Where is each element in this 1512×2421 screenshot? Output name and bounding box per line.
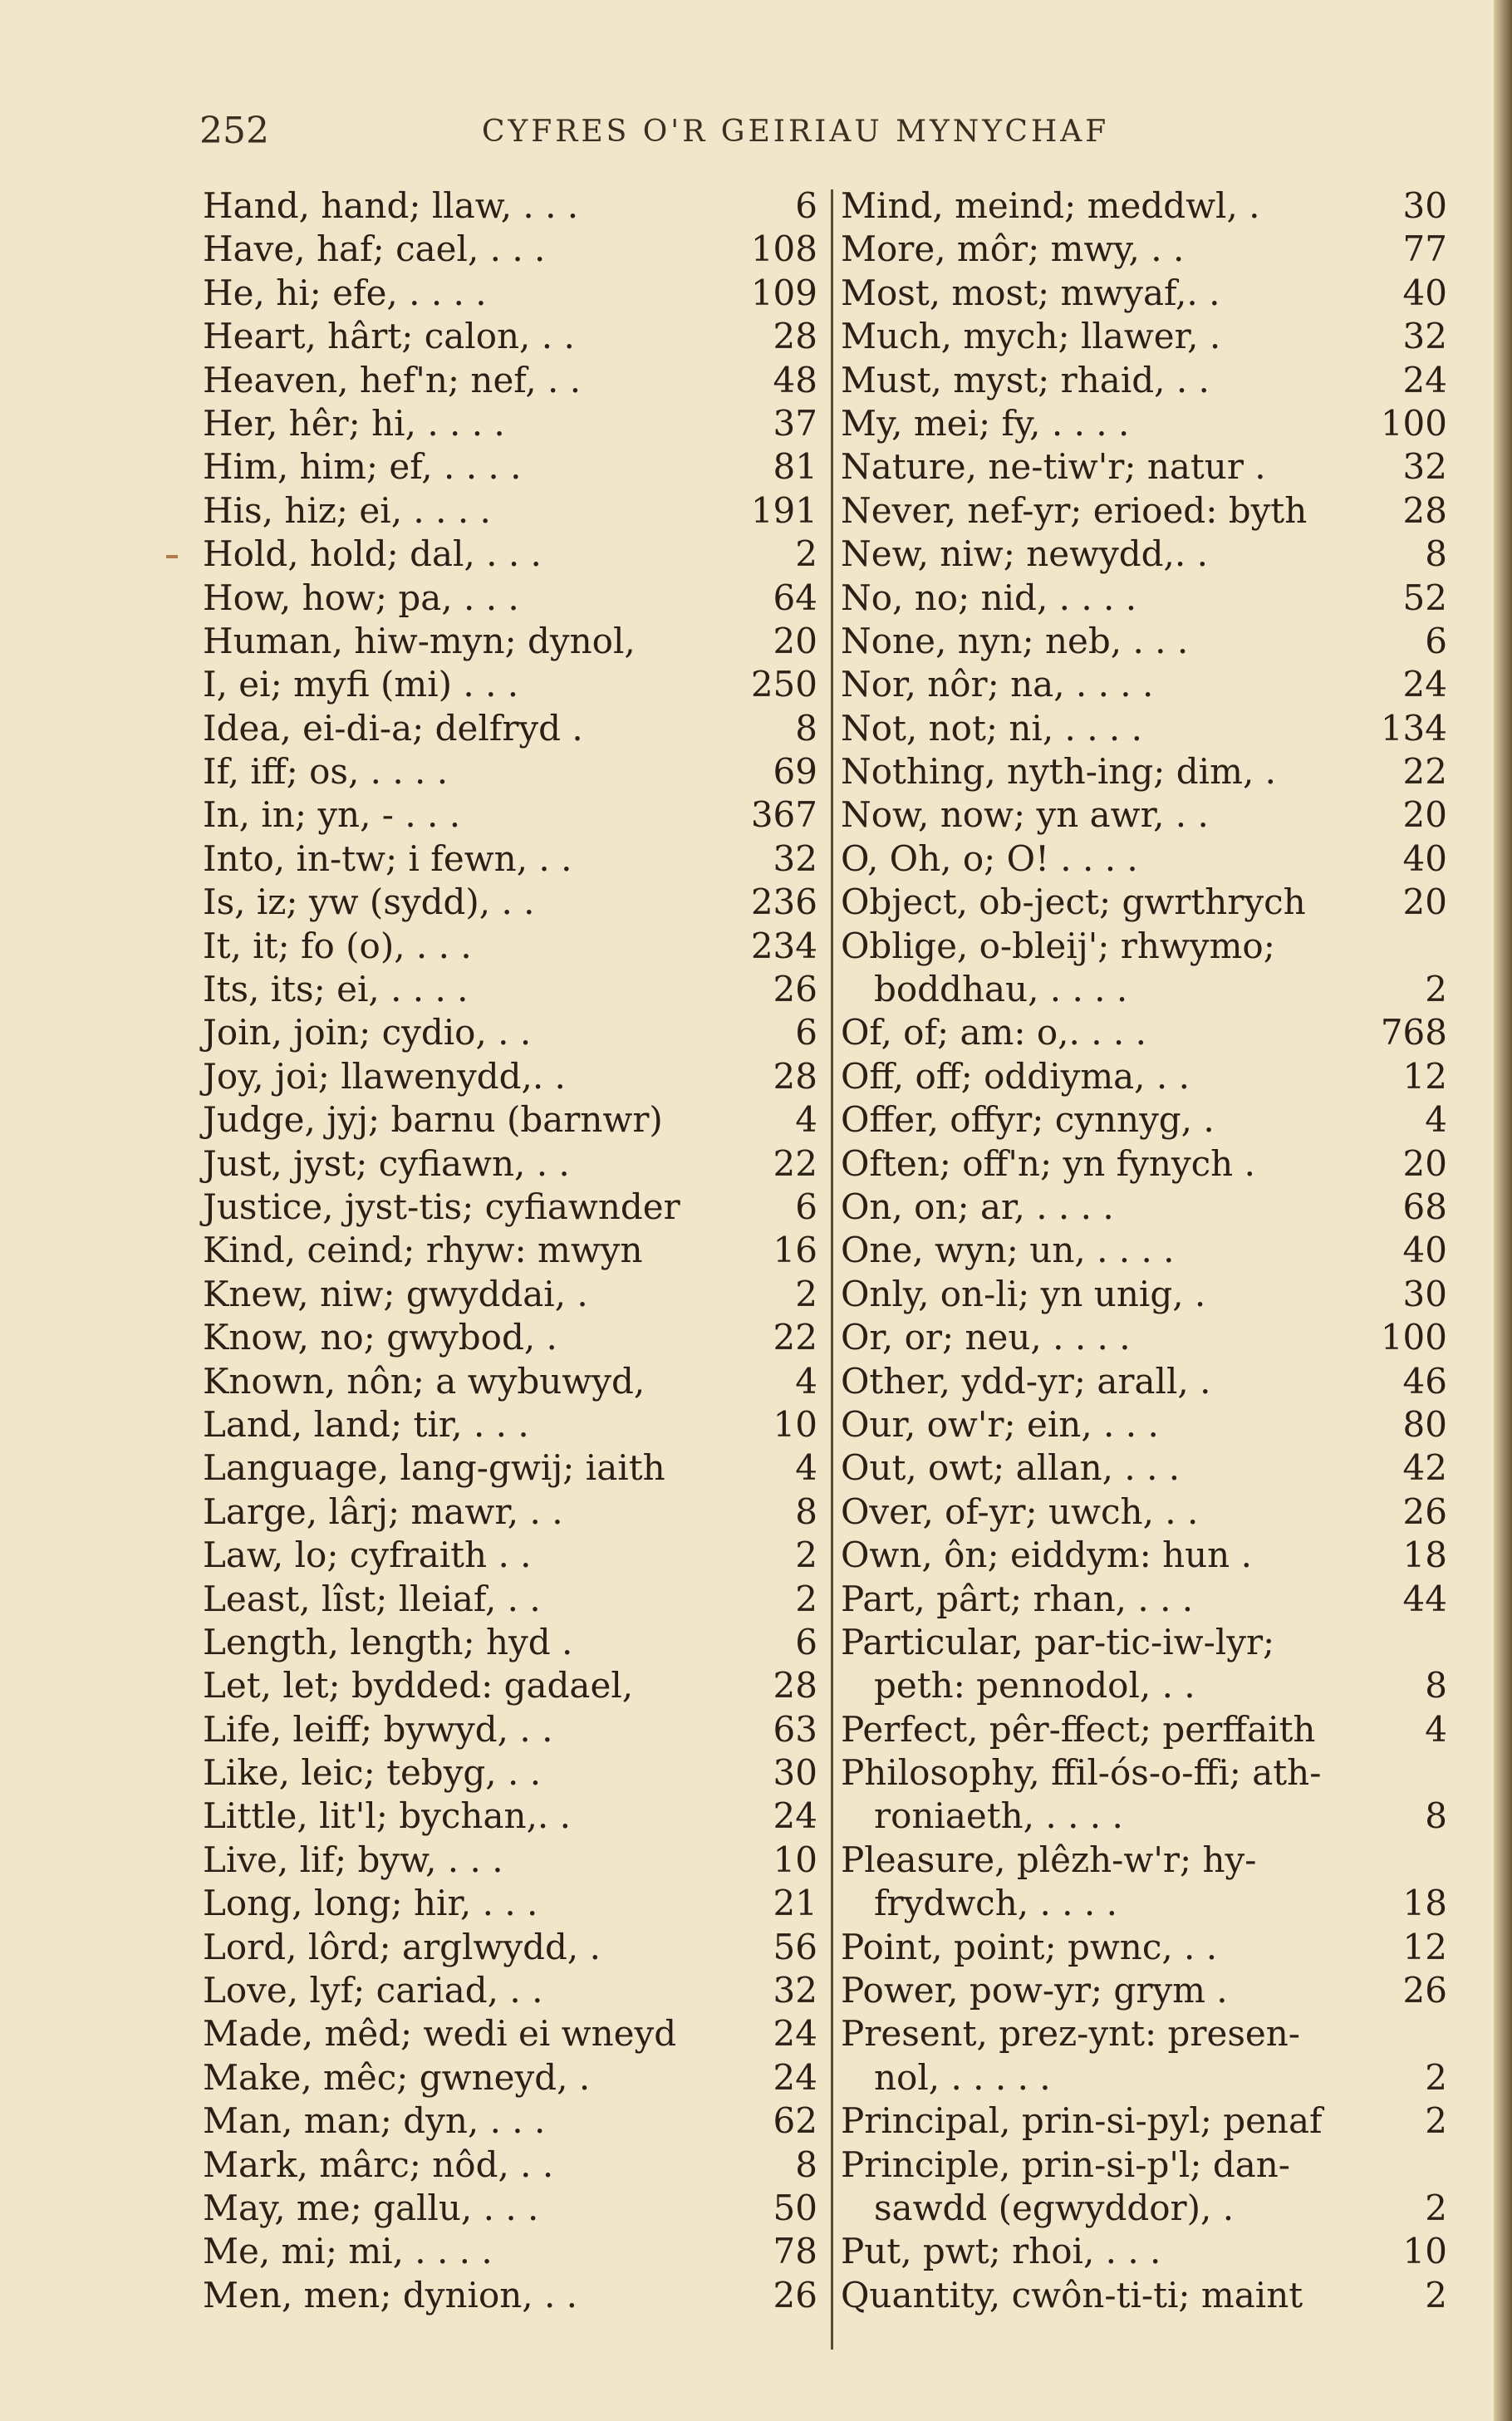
word-entry: [841, 1926, 1456, 1969]
word-entry-text: If, iff; os, . . . .: [203, 751, 449, 793]
word-entry-text: Perfect, pêr-ffect; perffaith: [841, 1708, 1316, 1750]
word-entry-text: Mind, meind; meddwl, .: [841, 185, 1260, 226]
word-entry-frequency: 109: [750, 272, 817, 313]
word-entry-frequency: 22: [1402, 751, 1447, 793]
word-entry-frequency: 24: [773, 1795, 817, 1837]
word-entry-text: frydwch, . . . .: [874, 1883, 1117, 1924]
word-entry: [203, 968, 817, 1011]
word-entry-text: Of, of; am: o,. . . .: [841, 1012, 1146, 1053]
word-entry: [203, 577, 817, 620]
word-entry: [203, 272, 817, 315]
word-entry-text: Like, leic; tebyg, . .: [203, 1752, 542, 1794]
word-entry-frequency: 20: [1402, 881, 1447, 923]
word-entry-text: Point, point; pwnc, . .: [841, 1926, 1218, 1967]
word-entry-text: Nature, ne-tiw'r; natur .: [841, 446, 1266, 488]
word-entry-frequency: 63: [773, 1708, 817, 1750]
word-entry: [203, 2230, 817, 2273]
word-entry-frequency: 32: [1402, 446, 1447, 488]
word-entry: [203, 881, 817, 924]
word-entry-frequency: 2: [1425, 969, 1447, 1010]
word-entry: [841, 315, 1456, 358]
word-entry-text: I, ei; myfi (mi) . . .: [203, 664, 519, 705]
word-entry: [841, 533, 1456, 576]
word-entry-text: His, hiz; ei, . . . .: [203, 489, 491, 531]
word-entry-frequency: 81: [773, 446, 817, 488]
word-entry: [841, 1839, 1456, 1882]
word-entry-frequency: 77: [1402, 228, 1447, 270]
word-entry: [203, 1011, 817, 1054]
word-entry-text: Made, mêd; wedi ei wneyd: [203, 2013, 677, 2055]
word-entry-frequency: 16: [773, 1230, 817, 1271]
word-entry: [841, 445, 1456, 489]
word-entry-text: Joy, joi; llawenydd,. .: [203, 1055, 566, 1097]
word-entry-text: None, nyn; neb, . . .: [841, 620, 1189, 661]
word-entry: [203, 707, 817, 750]
word-entry-text: Put, pwt; rhoi, . . .: [841, 2231, 1161, 2272]
word-entry: [841, 925, 1456, 968]
word-entry-text: Men, men; dynion, . .: [203, 2274, 578, 2315]
word-entry-frequency: 69: [773, 751, 817, 793]
word-entry-frequency: 32: [773, 837, 817, 879]
word-entry-frequency: 367: [750, 794, 817, 836]
left-column: [203, 184, 817, 2317]
word-entry: [841, 1578, 1456, 1621]
word-entry-frequency: 768: [1380, 1012, 1447, 1053]
word-entry-frequency: 30: [1402, 1273, 1447, 1314]
word-entry: [841, 577, 1456, 620]
word-entry-frequency: 68: [1402, 1186, 1447, 1227]
word-entry-text: Just, jyst; cyfiawn, . .: [203, 1142, 570, 1184]
word-entry-frequency: 24: [1402, 664, 1447, 705]
word-entry: [841, 1621, 1456, 1664]
word-entry-frequency: 62: [773, 2100, 817, 2142]
word-entry-frequency: 4: [1425, 1708, 1447, 1750]
word-entry-frequency: 40: [1402, 1230, 1447, 1271]
page-number: 252: [199, 110, 269, 152]
word-entry: [203, 620, 817, 663]
word-entry-text: Hold, hold; dal, . . .: [203, 533, 542, 575]
word-entry: [203, 533, 817, 576]
word-entry-frequency: 6: [795, 185, 817, 226]
word-entry: [203, 2187, 817, 2230]
word-entry-frequency: 10: [773, 1403, 817, 1445]
word-entry: [841, 707, 1456, 750]
word-entry: [841, 968, 1456, 1011]
word-entry: [203, 837, 817, 881]
word-entry-frequency: 24: [773, 2056, 817, 2098]
word-entry-frequency: 10: [773, 1839, 817, 1880]
word-entry-text: Our, ow'r; ein, . . .: [841, 1403, 1159, 1445]
word-entry: [203, 1229, 817, 1272]
word-entry-text: Least, lîst; lleiaf, . .: [203, 1578, 541, 1619]
word-entry-text: Known, nôn; a wybuwyd,: [203, 1360, 646, 1402]
word-entry-text: Pleasure, plêzh-w'r; hy-: [841, 1839, 1257, 1880]
word-entry: [841, 1490, 1456, 1534]
word-entry: [203, 1316, 817, 1359]
word-entry: [841, 620, 1456, 663]
word-entry: [841, 2274, 1456, 2317]
word-entry-text: Live, lif; byw, . . .: [203, 1839, 503, 1880]
word-entry: [203, 2012, 817, 2055]
word-entry-frequency: 21: [773, 1883, 817, 1924]
word-entry-frequency: 2: [1425, 2100, 1447, 2142]
word-entry: [841, 1186, 1456, 1229]
word-entry-frequency: 26: [773, 969, 817, 1010]
word-entry-text: Not, not; ni, . . . .: [841, 707, 1142, 749]
word-entry-text: Love, lyf; cariad, . .: [203, 1970, 543, 2011]
word-entry-frequency: 8: [1425, 1795, 1447, 1837]
word-entry-text: O, Oh, o; O! . . . .: [841, 837, 1138, 879]
word-entry-text: peth: pennodol, . .: [874, 1665, 1195, 1706]
word-entry-frequency: 78: [773, 2231, 817, 2272]
word-entry-text: May, me; gallu, . . .: [203, 2187, 539, 2228]
word-entry-frequency: 4: [1425, 1099, 1447, 1141]
word-entry-text: Principle, prin-si-p'l; dan-: [841, 2144, 1290, 2185]
word-entry: [841, 1403, 1456, 1446]
word-entry-text: Into, in-tw; i fewn, . .: [203, 837, 572, 879]
word-entry-text: Present, prez-ynt: presen-: [841, 2013, 1300, 2055]
word-entry-frequency: 8: [1425, 1665, 1447, 1706]
word-entry: [841, 1055, 1456, 1098]
word-entry: [203, 315, 817, 358]
word-entry-text: Justice, jyst-tis; cyfiawnder: [203, 1186, 680, 1227]
word-entry-frequency: 56: [773, 1926, 817, 1967]
word-entry: [203, 1055, 817, 1098]
word-entry-text: Quantity, cwôn-ti-ti; maint: [841, 2274, 1303, 2315]
word-entry-text: Part, pârt; rhan, . . .: [841, 1578, 1194, 1619]
word-entry-frequency: 44: [1402, 1578, 1447, 1619]
word-entry-text: Make, mêc; gwneyd, .: [203, 2056, 591, 2098]
word-entry: [203, 1708, 817, 1751]
word-entry: [203, 663, 817, 706]
word-entry-text: Own, ôn; eiddym: hun .: [841, 1535, 1252, 1576]
word-entry-text: Language, lang-gwij; iaith: [203, 1447, 665, 1489]
word-entry-frequency: 42: [1402, 1447, 1447, 1489]
word-entry-frequency: 6: [795, 1621, 817, 1662]
word-entry-frequency: 40: [1402, 272, 1447, 313]
right-column: [841, 184, 1456, 2317]
word-entry: [203, 1751, 817, 1795]
word-entry: [203, 2144, 817, 2187]
word-entry: [203, 228, 817, 271]
word-entry-text: boddhau, . . . .: [874, 969, 1128, 1010]
word-entry-text: Only, on-li; yn unig, .: [841, 1273, 1206, 1314]
word-entry-frequency: 6: [1425, 620, 1447, 661]
word-entry: [203, 1578, 817, 1621]
word-entry-frequency: 2: [795, 1273, 817, 1314]
word-entry-frequency: 234: [750, 925, 817, 966]
word-entry: [203, 1534, 817, 1577]
word-entry: [841, 2230, 1456, 2273]
word-entry-text: Oblige, o-bleij'; rhwymo;: [841, 925, 1275, 966]
word-entry-frequency: 46: [1402, 1360, 1447, 1402]
word-entry-frequency: 2: [1425, 2056, 1447, 2098]
word-entry-text: Now, now; yn awr, . .: [841, 794, 1209, 836]
word-entry-frequency: 32: [1402, 316, 1447, 357]
word-entry-text: Never, nef-yr; erioed: byth: [841, 489, 1308, 531]
word-entry-text: Length, length; hyd .: [203, 1621, 573, 1662]
word-entry: [203, 750, 817, 793]
word-entry-frequency: 250: [750, 664, 817, 705]
word-entry-text: Philosophy, ffil-ós-o-ffi; ath-: [841, 1752, 1322, 1794]
word-entry-frequency: 236: [750, 881, 817, 923]
word-entry-text: Long, long; hir, . . .: [203, 1883, 538, 1924]
word-entry-frequency: 8: [1425, 533, 1447, 575]
word-entry-text: My, mei; fy, . . . .: [841, 402, 1130, 444]
word-entry-frequency: 2: [795, 1578, 817, 1619]
word-entry-text: Large, lârj; mawr, . .: [203, 1490, 563, 1532]
word-entry: [203, 184, 817, 228]
word-entry: [841, 2187, 1456, 2230]
word-entry-frequency: 20: [1402, 794, 1447, 836]
word-entry-text: Law, lo; cyfraith . .: [203, 1535, 532, 1576]
column-divider: [831, 189, 833, 2350]
word-entry-text: Lord, lôrd; arglwydd, .: [203, 1926, 601, 1967]
word-entry-text: Often; off'n; yn fynych .: [841, 1142, 1255, 1184]
word-entry-frequency: 50: [773, 2187, 817, 2228]
word-entry-frequency: 10: [1402, 2231, 1447, 2272]
word-entry-frequency: 6: [795, 1186, 817, 1227]
word-entry: [841, 228, 1456, 271]
word-entry-text: Me, mi; mi, . . . .: [203, 2231, 493, 2272]
word-entry-frequency: 20: [1402, 1142, 1447, 1184]
word-entry-text: Land, land; tir, . . .: [203, 1403, 529, 1445]
word-entry-text: No, no; nid, . . . .: [841, 577, 1137, 618]
word-entry: [841, 1273, 1456, 1316]
word-entry-frequency: 22: [773, 1142, 817, 1184]
word-entry: [841, 1751, 1456, 1795]
word-entry: [203, 793, 817, 837]
word-entry: [203, 1360, 817, 1403]
word-entry-frequency: 28: [773, 1055, 817, 1097]
word-entry-frequency: 100: [1380, 402, 1447, 444]
word-entry-frequency: 37: [773, 402, 817, 444]
word-entry: [203, 1664, 817, 1707]
word-entry-text: Out, owt; allan, . . .: [841, 1447, 1181, 1489]
word-entry-text: Power, pow-yr; grym .: [841, 1970, 1228, 2011]
word-entry-text: Its, its; ei, . . . .: [203, 969, 469, 1010]
word-entry-text: Hand, hand; llaw, . . .: [203, 185, 579, 226]
word-entry-text: Little, lit'l; bychan,. .: [203, 1795, 571, 1837]
word-entry: [841, 2056, 1456, 2099]
word-entry-frequency: 26: [1402, 1970, 1447, 2011]
word-entry-frequency: 2: [1425, 2274, 1447, 2315]
word-entry-frequency: 108: [750, 228, 817, 270]
word-entry: [841, 750, 1456, 793]
word-entry-frequency: 80: [1402, 1403, 1447, 1445]
word-entry: [841, 881, 1456, 924]
word-entry-text: Is, iz; yw (sydd), . .: [203, 881, 535, 923]
word-entry: [841, 272, 1456, 315]
word-entry: [203, 445, 817, 489]
word-entry-text: Other, ydd-yr; arall, .: [841, 1360, 1211, 1402]
word-entry-frequency: 100: [1380, 1317, 1447, 1358]
word-entry-text: He, hi; efe, . . . .: [203, 272, 487, 313]
word-entry: [203, 1273, 817, 1316]
word-entry: [203, 1621, 817, 1664]
word-entry-text: Him, him; ef, . . . .: [203, 446, 522, 488]
word-entry-frequency: 20: [773, 620, 817, 661]
word-entry-text: Principal, prin-si-pyl; penaf: [841, 2100, 1323, 2142]
word-entry-text: Nor, nôr; na, . . . .: [841, 664, 1154, 705]
word-entry-frequency: 28: [773, 316, 817, 357]
word-entry: [203, 925, 817, 968]
word-entry-frequency: 30: [1402, 185, 1447, 226]
word-entry-text: Life, leiff; bywyd, . .: [203, 1708, 553, 1750]
word-entry: [203, 2274, 817, 2317]
word-entry-text: In, in; yn, - . . .: [203, 794, 461, 836]
word-entry-frequency: 2: [1425, 2187, 1447, 2228]
word-entry-text: roniaeth, . . . .: [874, 1795, 1123, 1837]
word-entry-text: On, on; ar, . . . .: [841, 1186, 1114, 1227]
word-entry: [841, 2144, 1456, 2187]
word-entry-text: Know, no; gwybod, .: [203, 1317, 557, 1358]
word-entry: [203, 1186, 817, 1229]
word-entry: [203, 1926, 817, 1969]
word-entry-text: Human, hiw-myn; dynol,: [203, 620, 636, 661]
word-entry-frequency: 28: [773, 1665, 817, 1706]
word-entry-frequency: 22: [773, 1317, 817, 1358]
word-entry-text: Idea, ei-di-a; delfryd .: [203, 707, 583, 749]
word-entry-frequency: 26: [1402, 1490, 1447, 1532]
word-entry-text: One, wyn; un, . . . .: [841, 1230, 1175, 1271]
word-entry-frequency: 64: [773, 577, 817, 618]
word-entry-text: Judge, jyj; barnu (barnwr): [203, 1099, 663, 1141]
word-entry-frequency: 48: [773, 359, 817, 400]
word-entry-text: More, môr; mwy, . .: [841, 228, 1185, 270]
word-entry-text: Her, hêr; hi, . . . .: [203, 402, 505, 444]
word-entry: [203, 2099, 817, 2143]
word-entry-frequency: 4: [795, 1447, 817, 1489]
word-entry-frequency: 24: [773, 2013, 817, 2055]
word-entry: [841, 1969, 1456, 2012]
word-entry-text: Join, join; cydio, . .: [203, 1012, 532, 1053]
word-entry-text: Particular, par-tic-iw-lyr;: [841, 1621, 1275, 1662]
word-entry: [841, 1534, 1456, 1577]
word-entry: [841, 402, 1456, 445]
word-entry-text: Over, of-yr; uwch, . .: [841, 1490, 1199, 1532]
word-entry: [841, 1011, 1456, 1054]
word-entry-frequency: 8: [795, 707, 817, 749]
word-entry-text: Or, or; neu, . . . .: [841, 1317, 1131, 1358]
word-entry-text: Kind, ceind; rhyw: mwyn: [203, 1230, 643, 1271]
word-entry-frequency: 191: [750, 489, 817, 531]
word-entry: [841, 1446, 1456, 1490]
word-entry-text: Heaven, hef'n; nef, . .: [203, 359, 582, 400]
margin-mark: [166, 555, 178, 558]
word-entry: [203, 1403, 817, 1446]
word-entry-text: How, how; pa, . . .: [203, 577, 519, 618]
word-entry: [841, 1708, 1456, 1751]
word-entry: [203, 2056, 817, 2099]
word-entry-text: Most, most; mwyaf,. .: [841, 272, 1220, 313]
word-entry: [841, 1142, 1456, 1186]
word-entry-frequency: 4: [795, 1099, 817, 1141]
word-entry-text: sawdd (egwyddor), .: [874, 2187, 1235, 2228]
word-entry-frequency: 134: [1380, 707, 1447, 749]
word-entry: [841, 184, 1456, 228]
word-entry: [203, 402, 817, 445]
word-entry: [203, 1098, 817, 1142]
word-entry-text: Offer, offyr; cynnyg, .: [841, 1099, 1215, 1141]
word-entry: [203, 1839, 817, 1882]
word-entry: [203, 1142, 817, 1186]
word-entry-text: Object, ob-ject; gwrthrych: [841, 881, 1306, 923]
page-edge: [1494, 0, 1512, 2421]
word-entry-frequency: 2: [795, 533, 817, 575]
word-entry-text: nol, . . . . .: [874, 2056, 1051, 2098]
word-entry: [203, 1969, 817, 2012]
word-entry: [841, 2099, 1456, 2143]
word-entry-text: Much, mych; llawer, .: [841, 316, 1221, 357]
word-entry-frequency: 26: [773, 2274, 817, 2315]
word-entry-text: Have, haf; cael, . . .: [203, 228, 546, 270]
word-entry: [203, 489, 817, 533]
word-entry-frequency: 12: [1402, 1055, 1447, 1097]
word-entry: [841, 2012, 1456, 2055]
word-entry: [841, 1360, 1456, 1403]
word-entry-frequency: 6: [795, 1012, 817, 1053]
word-entry-text: Heart, hârt; calon, . .: [203, 316, 575, 357]
word-entry-frequency: 32: [773, 1970, 817, 2011]
word-entry-frequency: 2: [795, 1535, 817, 1576]
word-entry: [841, 793, 1456, 837]
running-title: CYFRES O'R GEIRIAU MYNYCHAF: [482, 115, 1110, 149]
word-entry: [203, 1490, 817, 1534]
word-entry-frequency: 30: [773, 1752, 817, 1794]
word-entry: [203, 359, 817, 402]
word-entry-frequency: 8: [795, 1490, 817, 1532]
word-entry: [841, 359, 1456, 402]
word-entry: [203, 1795, 817, 1838]
word-entry-text: New, niw; newydd,. .: [841, 533, 1208, 575]
word-entry-text: Must, myst; rhaid, . .: [841, 359, 1210, 400]
word-entry-frequency: 52: [1402, 577, 1447, 618]
word-entry: [841, 1882, 1456, 1925]
word-entry: [841, 1316, 1456, 1359]
page-header: [199, 110, 1329, 160]
word-entry: [203, 1446, 817, 1490]
word-entry-frequency: 28: [1402, 489, 1447, 531]
word-entry-frequency: 4: [795, 1360, 817, 1402]
word-entry-text: Nothing, nyth-ing; dim, .: [841, 751, 1276, 793]
word-entry: [841, 837, 1456, 881]
word-entry: [841, 1098, 1456, 1142]
word-entry: [841, 1229, 1456, 1272]
word-entry: [841, 489, 1456, 533]
word-entry: [841, 663, 1456, 706]
word-entry-frequency: 8: [795, 2144, 817, 2185]
word-entry-frequency: 18: [1402, 1535, 1447, 1576]
word-entry-text: It, it; fo (o), . . .: [203, 925, 472, 966]
word-entry-text: Let, let; bydded: gadael,: [203, 1665, 634, 1706]
word-entry-text: Mark, mârc; nôd, . .: [203, 2144, 554, 2185]
word-entry: [841, 1795, 1456, 1838]
word-entry-frequency: 12: [1402, 1926, 1447, 1967]
word-entry-frequency: 18: [1402, 1883, 1447, 1924]
word-entry: [203, 1882, 817, 1925]
word-entry-text: Knew, niw; gwyddai, .: [203, 1273, 588, 1314]
word-entry-frequency: 40: [1402, 837, 1447, 879]
word-entry-text: Man, man; dyn, . . .: [203, 2100, 546, 2142]
word-entry-frequency: 24: [1402, 359, 1447, 400]
word-entry: [841, 1664, 1456, 1707]
word-entry-text: Off, off; oddiyma, . .: [841, 1055, 1190, 1097]
